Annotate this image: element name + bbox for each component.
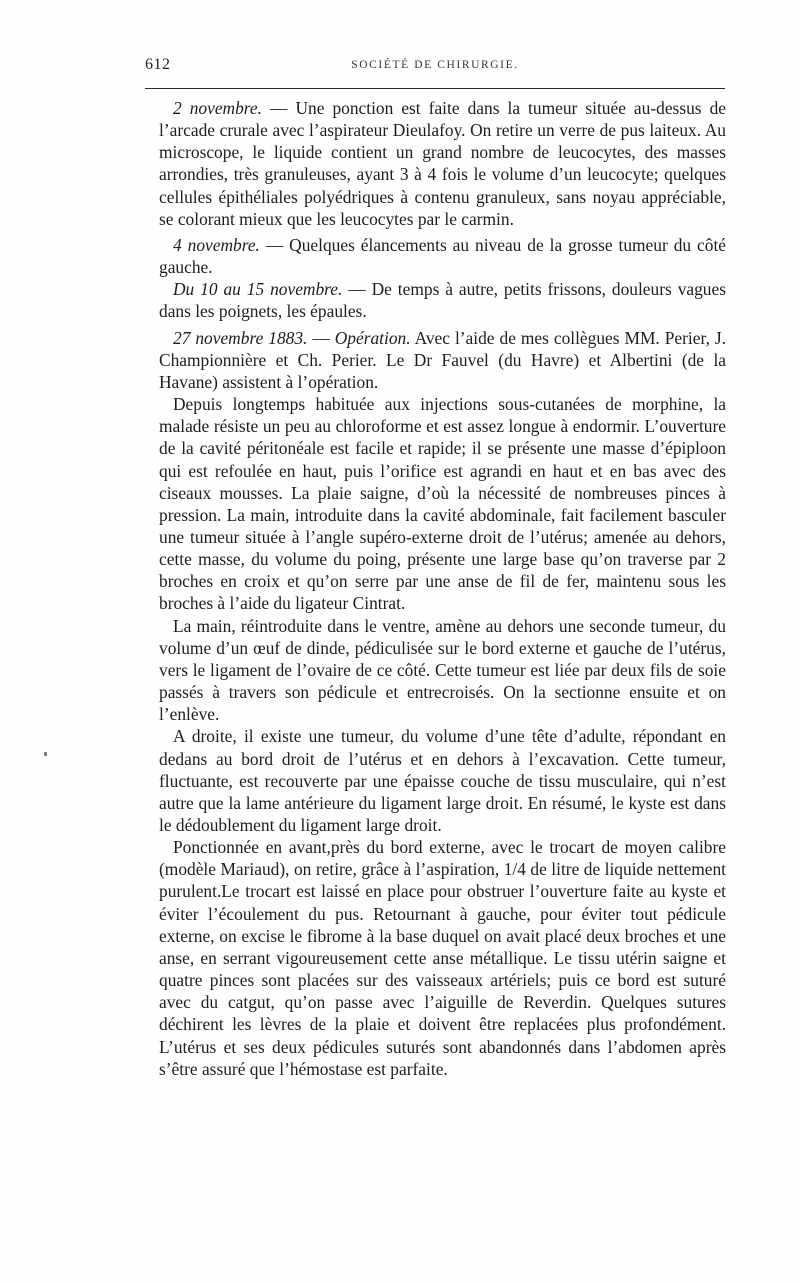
running-title: SOCIÉTÉ DE CHIRURGIE. — [351, 59, 519, 71]
margin-speck — [44, 752, 47, 756]
entry-dash: — — [307, 327, 335, 348]
entry-text: Avec l’aide de mes collègues MM. Perier, J. Championnière et Ch. Perier. Le Dr Fauvel (du Havre) et Albertini (de la Havane) assistent à l’opération. — [159, 327, 726, 392]
paragraph-operation-4: Ponctionnée en avant,près du bord externe, avec le trocart de moyen calibre (modèle Mariaud), on retire, grâce à l’aspiration, 1/4 de litre de liquide nettement purulent.Le trocart est laissé en place pour obstruer l’ouverture faite au kyste et éviter l’écoulement du pus. Retournant à gauche, pour éviter tout pédicule externe, on excise le fibrome à la base duquel on avait placé deux broches et une anse, en serrant vigoureusement cette anse métallique. Le tissu utérin saigne et quatre pinces sont placées sur des vaisseaux artériels; puis ce bord est suturé avec du catgut, qu’on passe avec l’aiguille de Reverdin. Quelques sutures déchirent les lèvres de la plaie et doivent être replacées plus profondément. L’utérus et ses deux pédicules suturés sont abandonnés dans l’abdomen après s’être assuré que l’hémostase est parfaite. — [159, 837, 726, 1079]
paragraph-10-15-novembre — [159, 278, 726, 322]
paragraph-2-novembre — [159, 97, 726, 230]
entry-text: — Quelques élancements au niveau de la grosse tumeur du côté gauche. — [159, 234, 726, 278]
body-text — [159, 97, 726, 1080]
header-rule — [145, 88, 725, 89]
page-number: 612 — [145, 56, 171, 73]
entry-date: 4 novembre. — [173, 234, 260, 255]
paragraph-27-novembre — [159, 327, 726, 393]
entry-text: — De temps à autre, petits frissons, douleurs vagues dans les poignets, les épaules. — [159, 279, 726, 322]
paragraph-operation-2: La main, réintroduite dans le ventre, amène au dehors une seconde tumeur, du volume d’un œuf de dinde, pédiculisée sur le bord externe et gauche de l’utérus, vers le ligament de l’ovaire de ce côté. Cette tumeur est liée par deux fils de soie passés à travers son pédicule et entrecroisés. On la sectionne ensuite et on l’enlève. — [159, 615, 726, 725]
page-header — [145, 56, 725, 82]
paragraph-operation-3: A droite, il existe une tumeur, du volume d’une tête d’adulte, répondant en dedans au bord droit de l’utérus et en dehors à l’excavation. Cette tumeur, fluctuante, est recouverte par une épaisse couche de tissu musculaire, qui n’est autre que la lame antérieure du ligament large droit. En résumé, le kyste est dans le dédoublement du ligament large droit. — [159, 726, 726, 835]
operation-heading: Opération. — [334, 327, 411, 348]
entry-date: 27 novembre 1883. — [173, 327, 308, 348]
paragraph-operation-1: Depuis longtemps habituée aux injections sous-cutanées de morphine, la malade résiste un peu au chloroforme et est assez longue à endormir. L’ouverture de la cavité péritonéale est facile et rapide; il se présente une masse d’épiploon qui est refoulée en haut, puis l’orifice est agrandi en haut et en bas avec des ciseaux mousses. La plaie saigne, d’où la nécessité de nombreuses pinces à pression. La main, introduite dans la cavité abdominale, fait facilement basculer une tumeur située à l’angle supéro-externe droit de l’utérus; amenée au dehors, cette masse, du volume du poing, présente une large base qu’on traverse par 2 broches en croix et qu’on serre par une anse de fil de fer, maintenu sous les broches à l’aide du ligateur Cintrat. — [159, 394, 726, 614]
entry-date: Du 10 au 15 novembre. — [173, 279, 343, 300]
entry-text: — Une ponction est faite dans la tumeur située au-dessus de l’arcade crurale avec l’aspirateur Dieulafoy. On retire un verre de pus laiteux. Au microscope, le liquide contient un grand nombre de leucocytes, des masses arrondies, très granuleuses, ayant 3 à 4 fois le volume d’un leucocyte; quelques cellules épithéliales polyédriques à contenu granuleux, sans noyau appréciable, se colorant mieux que les leucocytes par le carmin. — [159, 98, 726, 229]
paragraph-4-novembre — [159, 234, 726, 278]
entry-date: 2 novembre. — [173, 98, 262, 118]
